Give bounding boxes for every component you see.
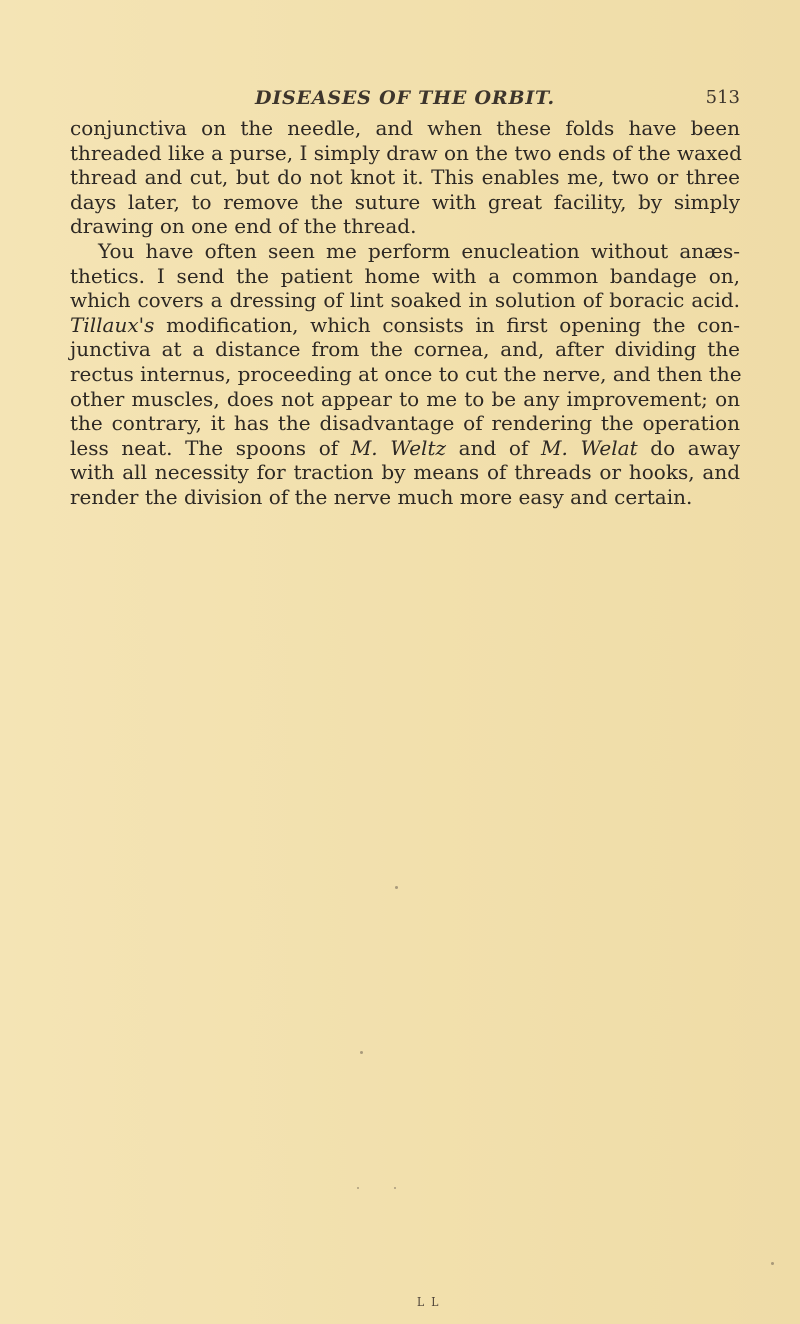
text-line (70, 460, 740, 485)
text-run: conjunctiva on the needle, and when these folds have been (70, 116, 740, 140)
paper-speck (357, 1187, 359, 1189)
name-weltz: M. Weltz (350, 435, 447, 460)
page-header (70, 86, 740, 110)
paper-speck (394, 1187, 396, 1189)
text-run: days later, to remove the suture with great facility, by simply (70, 189, 740, 214)
text-line (70, 337, 740, 362)
name-welat: M. Welat (541, 435, 638, 460)
signature-mark: L L (417, 1295, 441, 1309)
text-run: junctiva at a distance from the cornea, and, after dividing the (70, 337, 740, 362)
running-head: DISEASES OF THE ORBIT. (255, 87, 555, 109)
text-line (70, 141, 740, 166)
text-run: rectus internus, proceeding at once to cut the nerve, and then the (70, 361, 742, 386)
text-run: drawing on one end of the thread. (70, 214, 417, 239)
text-line (70, 116, 740, 141)
text-line (70, 239, 740, 264)
paper-speck (395, 886, 398, 889)
text-line (70, 387, 740, 412)
text-run: which covers a dressing of lint soaked in solution of boracic acid. (70, 288, 740, 313)
text-run: other muscles, does not appear to me to be any improvement; on (70, 386, 740, 411)
text-line (70, 436, 740, 461)
text-run: modification, which consists in first opening the con- (154, 312, 740, 337)
text-run: You have often seen me perform enucleation without anæs- (98, 238, 740, 263)
body-text (70, 116, 740, 510)
paper-speck (771, 1262, 774, 1265)
text-line (70, 165, 740, 190)
text-run: threaded like a purse, I simply draw on the two ends of the waxed (70, 140, 742, 165)
text-run: and of (446, 435, 542, 460)
text-line (70, 485, 740, 510)
surname-tillaux: Tillaux's (70, 312, 155, 337)
paragraph-2 (70, 239, 740, 510)
text-run: with all necessity for traction by means of threads or hooks, and (70, 460, 740, 485)
text-run: thetics. I send the patient home with a common bandage on, (70, 263, 740, 288)
text-line (70, 214, 740, 239)
text-run: less neat. The spoons of (70, 435, 351, 460)
paper-speck (360, 1051, 363, 1054)
text-line (70, 313, 740, 338)
text-run: thread and cut, but do not knot it. This enables me, two or three (70, 165, 740, 190)
text-run: do away (637, 435, 741, 460)
text-run: the contrary, it has the disadvantage of rendering the operation (70, 411, 740, 436)
text-line (70, 411, 740, 436)
paragraph-1 (70, 116, 740, 239)
page-number: 513 (705, 87, 740, 108)
text-line (70, 362, 740, 387)
text-line (70, 264, 740, 289)
text-line (70, 288, 740, 313)
text-line (70, 190, 740, 215)
text-run: render the division of the nerve much more easy and certain. (70, 484, 693, 509)
